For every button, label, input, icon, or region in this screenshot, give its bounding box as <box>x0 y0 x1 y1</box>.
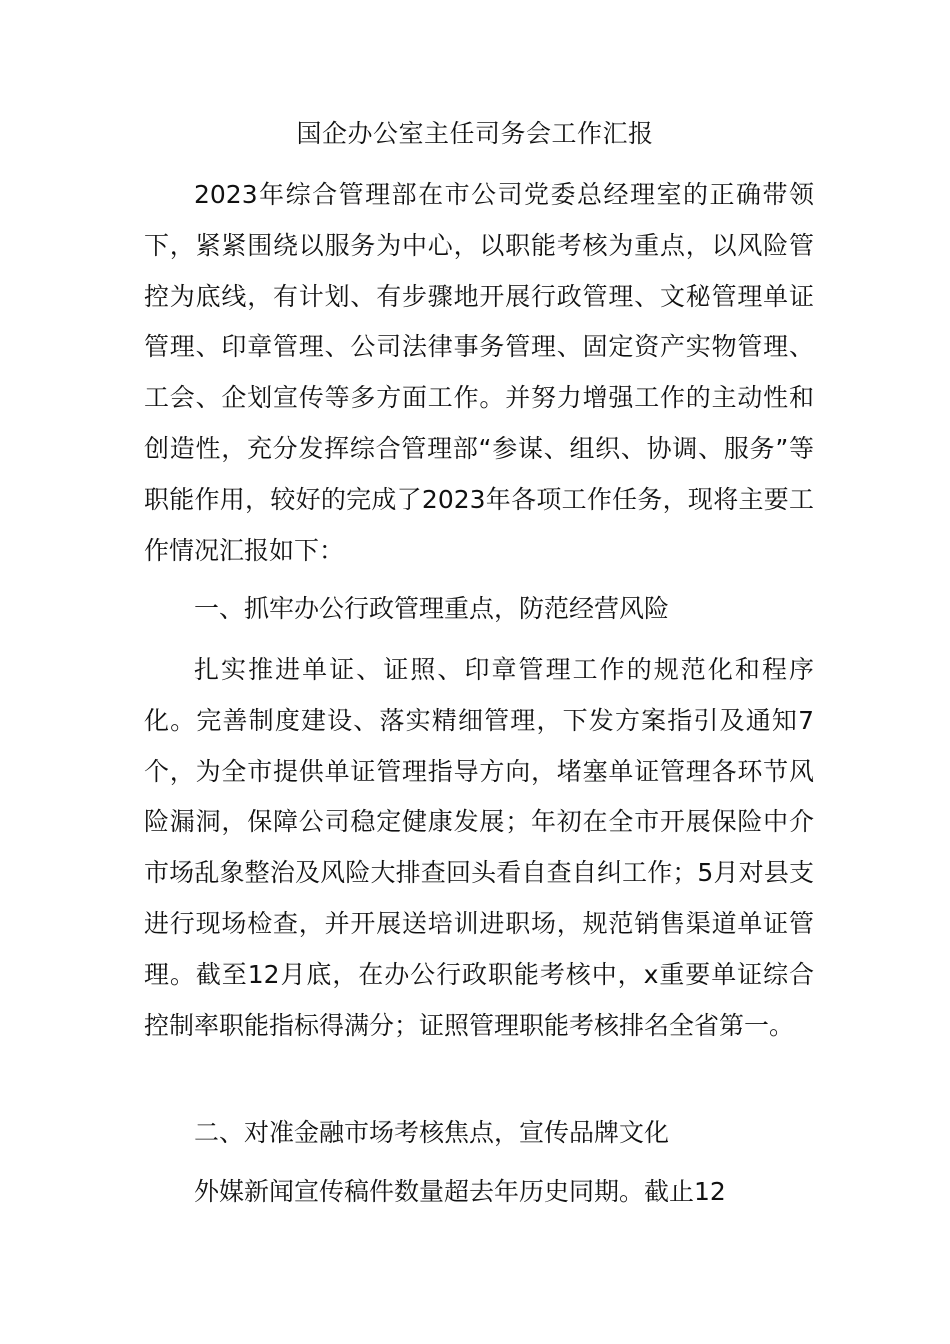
paragraph-intro: 2023年综合管理部在市公司党委总经理室的正确带领下，紧紧围绕以服务为中心，以职能考核为重点，以风险管控为底线，有计划、有步骤地开展行政管理、文秘管理单证管理、印章管理、公司法律事务管理、固定资产实物管理、工会、企划宣传等多方面工作。并努力增强工作的主动性和创造性，充分发挥综合管理部“参谋、组织、协调、服务”等职能作用，较好的完成了2023年各项工作任务，现将主要工作情况汇报如下： <box>144 180 814 565</box>
section-heading-2: 二、对准金融市场考核焦点，宣传品牌文化 <box>194 1118 670 1147</box>
document-title: 国企办公室主任司务会工作汇报 <box>296 119 654 148</box>
paragraph-section-2: 外媒新闻宣传稿件数量超去年历史同期。截止12 <box>194 1177 726 1206</box>
section-heading-1: 一、抓牢办公行政管理重点，防范经营风险 <box>194 594 670 623</box>
paragraph-section-1: 扎实推进单证、证照、印章管理工作的规范化和程序化。完善制度建设、落实精细管理，下发方案指引及通知7个，为全市提供单证管理指导方向，堵塞单证管理各环节风险漏洞，保障公司稳定健康发展；年初在全市开展保险中介市场乱象整治及风险大排查回头看自查自纠工作；5月对县支进行现场检查，并开展送培训进职场，规范销售渠道单证管理。截至12月底，在办公行政职能考核中，x重要单证综合控制率职能指标得满分；证照管理职能考核排名全省第一。 <box>144 655 814 1040</box>
